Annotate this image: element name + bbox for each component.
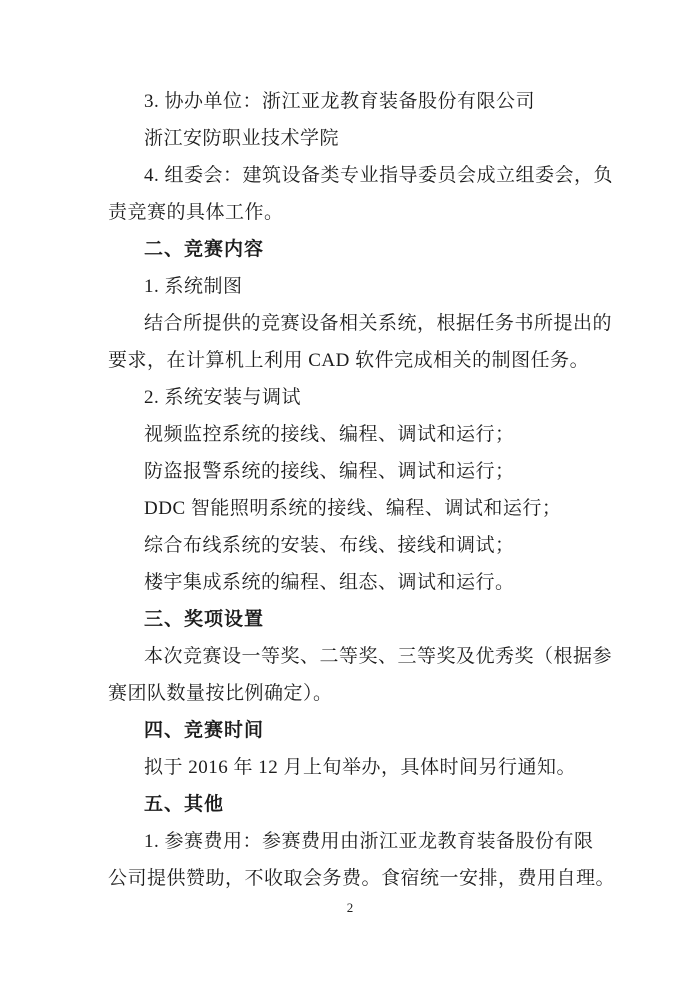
document-body <box>108 83 616 897</box>
line-time-desc: 拟于 2016 年 12 月上旬举办，具体时间另行通知。 <box>144 757 577 778</box>
line-burglar-alarm: 防盗报警系统的接线、编程、调试和运行； <box>144 461 515 482</box>
line-organizing-committee-2: 责竞赛的具体工作。 <box>108 202 284 223</box>
line-building-integration: 楼宇集成系统的编程、组态、调试和运行。 <box>144 572 515 593</box>
heading-competition-time: 四、竞赛时间 <box>144 720 265 741</box>
line-fees-desc-1: 1. 参赛费用：参赛费用由浙江亚龙教育装备股份有限 <box>144 831 594 852</box>
line-drawing-desc-1: 结合所提供的竞赛设备相关系统，根据任务书所提出的 <box>144 313 613 334</box>
line-fees-desc-2: 公司提供赞助，不收取会务费。食宿统一安排，费用自理。 <box>108 868 616 889</box>
heading-others: 五、其他 <box>144 794 225 815</box>
heading-awards: 三、奖项设置 <box>144 609 265 630</box>
line-item-install-debug: 2. 系统安装与调试 <box>144 387 302 408</box>
line-ddc-lighting: DDC 智能照明系统的接线、编程、调试和运行； <box>144 498 562 519</box>
line-awards-desc-2: 赛团队数量按比例确定）。 <box>108 683 333 704</box>
line-item-system-drawing: 1. 系统制图 <box>144 276 243 297</box>
line-generic-cabling: 综合布线系统的安装、布线、接线和调试； <box>144 535 515 556</box>
line-organizing-committee-1: 4. 组委会：建筑设备类专业指导委员会成立组委会，负 <box>144 165 614 186</box>
line-co-organizer-college: 浙江安防职业技术学院 <box>144 128 340 149</box>
heading-competition-content: 二、竞赛内容 <box>144 239 265 260</box>
line-video-surveillance: 视频监控系统的接线、编程、调试和运行； <box>144 424 515 445</box>
page-number: 2 <box>346 900 354 915</box>
line-co-organizer-item: 3. 协办单位：浙江亚龙教育装备股份有限公司 <box>144 91 536 112</box>
line-awards-desc-1: 本次竞赛设一等奖、二等奖、三等奖及优秀奖（根据参 <box>144 646 613 667</box>
line-drawing-desc-2: 要求，在计算机上利用 CAD 软件完成相关的制图任务。 <box>108 350 590 371</box>
